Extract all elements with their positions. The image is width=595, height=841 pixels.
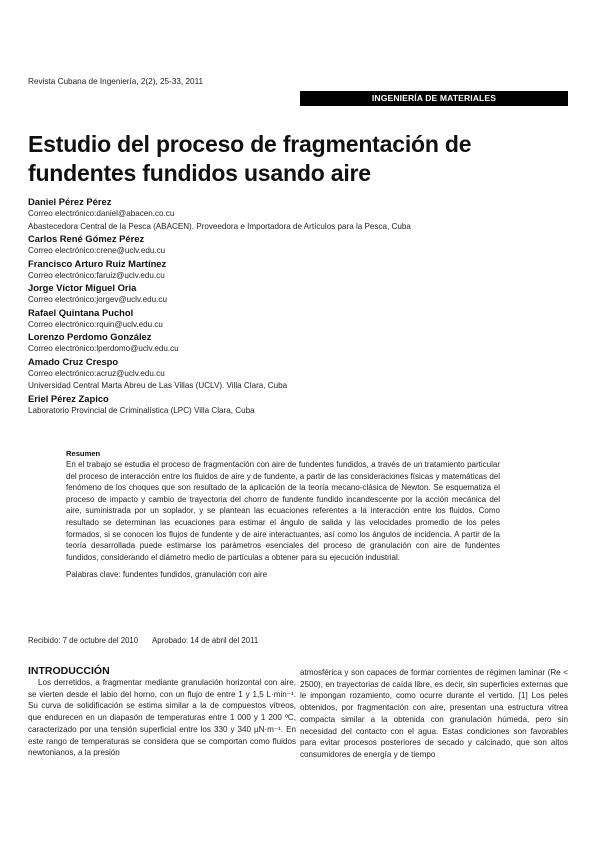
- body-column-right: [300, 667, 568, 761]
- author-email: Correo electrónico:faruiz@uclv.edu.cu: [28, 270, 165, 280]
- keywords: Palabras clave: fundentes fundidos, granulación con aire: [66, 570, 268, 580]
- author-block: [28, 233, 573, 258]
- author-block: [28, 196, 573, 233]
- abstract-heading: Resumen: [66, 449, 101, 458]
- author-list: [28, 196, 573, 417]
- submission-dates: [28, 636, 258, 645]
- author-block: [28, 331, 573, 356]
- author-name: Amado Cruz Crespo: [28, 355, 119, 367]
- author-name: Rafael Quintana Puchol: [28, 306, 134, 318]
- received-date: Recibido: 7 de octubre del 2010: [28, 636, 139, 645]
- journal-citation: Revista Cubana de Ingeniería, 2(2), 25-33, 2011: [28, 77, 204, 86]
- author-name: Lorenzo Perdomo González: [28, 331, 152, 342]
- author-affiliation: Universidad Central Marta Abreu de Las Villas (UCLV). Villa Clara, Cuba: [28, 381, 288, 390]
- author-email: Correo electrónico:daniel@abacen.co.cu: [28, 209, 175, 218]
- body-column-left: [28, 665, 296, 759]
- body-paragraph: Los derretidos, a fragmentar mediante granulación horizontal con aire, se vierten desde el labio del horno, con un flujo de entre 1 y 1,5 L·min⁻¹. Su curva de solidificación se estima similar a la de compuestos vítreos, que endurecen en un diapasón de temperaturas entre 1 000 y 1 200 ºC, caracterizado por una tensión superficial entre los 330 y 340 µN·m⁻¹. En este rango de temperaturas se considera que se comportan como fluidos newtonianos, a la presión: [28, 678, 296, 758]
- author-name: Carlos René Gómez Pérez: [28, 233, 145, 244]
- author-email: Correo electrónico:acruz@uclv.edu.cu: [28, 368, 165, 378]
- author-email: Correo electrónico:crene@uclv.edu.cu: [28, 246, 166, 255]
- author-email: Correo electrónico:rquin@uclv.edu.cu: [28, 319, 163, 329]
- author-name: Daniel Pérez Pérez: [28, 196, 112, 207]
- author-name: Eriel Pérez Zapico: [28, 392, 109, 404]
- approved-date: Aprobado: 14 de abril del 2011: [152, 636, 259, 645]
- abstract-body: En el trabajo se estudia el proceso de fragmentación con aire de fundentes fundidos, a través de un tratamiento particular del proceso de interacción entre los fluidos de aire y de fundente, a partir de las consideraciones físicas y matemáticas del fenómeno de los choques que son resultado de la aplicación de la teoría mecano-clásica de Newton. Se esquematiza el proceso de impacto y cambio de trayectoria del chorro de fundente fundido incandescente por la acción mecánica del aire, suministrada por un soplador, y se plantean las ecuaciones referentes a la interacción entre los fluidos. Como resultado se determinan las ecuaciones para estimar el ángulo de salida y las velocidades promedio de los peles formados, si se conocen los flujos de fundente y de aire interactuantes, así como los ángulos de incidencia. A partir de la teoría desarrollada puede estimarse los parámetros esenciales del proceso de granulación con aire de fundentes fundidos, considerando el diámetro medio de partículas a obtener para su ejecución industrial.: [66, 460, 500, 562]
- author-block: [28, 307, 573, 332]
- author-email: Correo electrónico:lperdomo@uclv.edu.cu: [28, 344, 179, 353]
- author-affiliation: Laboratorio Provincial de Criminalística (LPC) Villa Clara, Cuba: [28, 405, 255, 415]
- abstract-section: [66, 448, 500, 579]
- author-name: Francisco Arturo Ruiz Martínez: [28, 257, 167, 269]
- author-block: [28, 282, 573, 307]
- author-name: Jorge Víctor Miguel Oria: [28, 282, 137, 293]
- author-block: [28, 356, 573, 393]
- author-affiliation: Abastecedora Central de la Pesca (ABACEN). Proveedora e Importadora de Artículos para la Pesca, Cuba: [28, 221, 411, 231]
- author-block: [28, 393, 573, 418]
- section-banner: INGENIERÍA DE MATERIALES: [300, 91, 568, 106]
- author-email: Correo electrónico:jorgev@uclv.edu.cu: [28, 295, 167, 304]
- body-paragraph: atmosférica y son capaces de formar corrientes de régimen laminar (Re < 2500), en trayectorias de caída libre, es decir, sin superficies externas que le impongan rozamiento, como ocurre durante el vertido. [1] Los peles obtenidos, por fragmentación con aire, presentan una estructura vítrea compacta similar a la obtenida con granulación húmeda, pero sin necesidad del contacto con el agua. Estas condiciones son favorables para evitar procesos posteriores de secado y calcinado, que son altos consumidores de energía y de tiempo: [300, 668, 568, 759]
- paper-title: Estudio del proceso de fragmentación de fundentes fundidos usando aire: [28, 131, 472, 186]
- section-heading: INTRODUCCIÓN: [28, 665, 110, 677]
- author-block: [28, 258, 573, 283]
